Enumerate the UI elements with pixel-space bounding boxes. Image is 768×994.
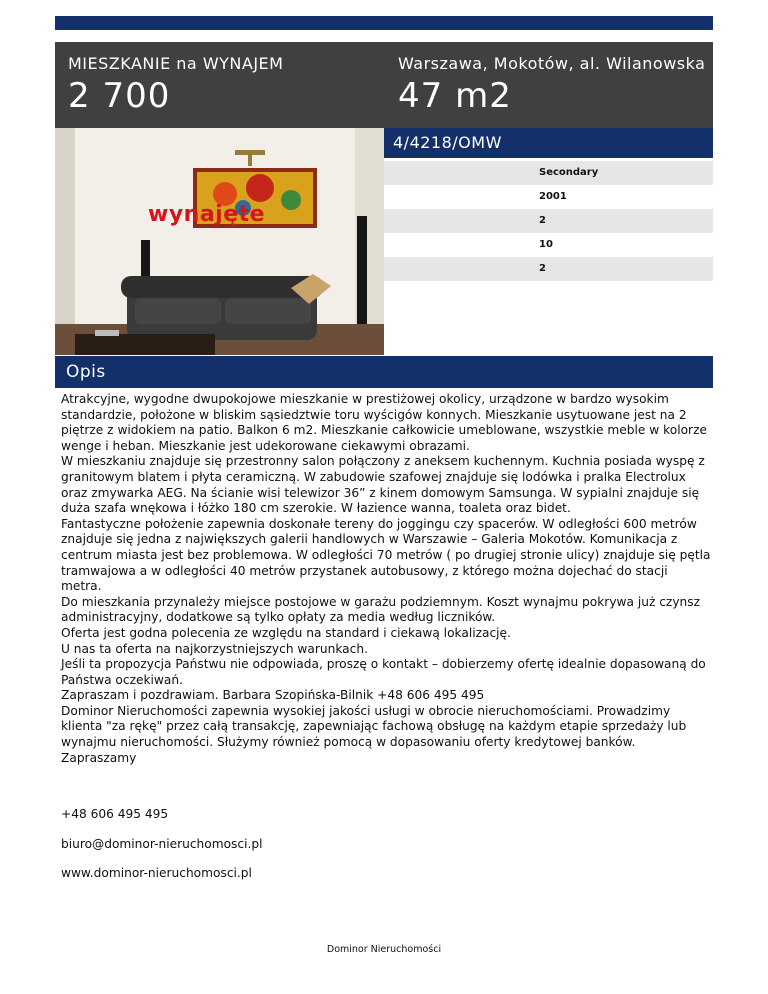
spec-row-floors-total: 10 (539, 239, 553, 250)
description-body (61, 392, 711, 766)
living-room-illustration (55, 128, 384, 355)
listing-type: MIESZKANIE na WYNAJEM (68, 54, 284, 73)
contact-phone[interactable]: +48 606 495 495 (61, 807, 169, 821)
description-paragraph: Zapraszam i pozdrawiam. Barbara Szopińska-Bilnik +48 606 495 495 (61, 688, 485, 703)
listing-photo (55, 128, 384, 355)
listing-price: 2 700 (68, 76, 171, 116)
contact-website[interactable]: www.dominor-nieruchomosci.pl (61, 866, 252, 880)
description-paragraph: W mieszkaniu znajduje się przestronny salon połączony z aneksem kuchennym. Kuchnia posiada wyspę z granitowym blatem i płyta ceramiczną. W zabudowie szafowej znajduje się lodówka i pralka Electrolux oraz zmywarka AEG. Na ścianie wisi telewizor 36” z kinem domowym Samsunga. W sypialni znajduje się duża szafa wnękowa i łóżko 180 cm szerokie. W łazience wanna, toaleta oraz bidet. (61, 454, 705, 516)
spec-row-market: Secondary (384, 161, 713, 185)
specs-table (384, 161, 713, 281)
footer-company: Dominor Nieruchomości (326, 944, 442, 955)
description-paragraph: U nas ta oferta na najkorzystniejszych warunkach. (61, 641, 368, 656)
listing-location: Warszawa, Mokotów, al. Wilanowska (398, 54, 706, 73)
header-left (68, 54, 283, 116)
description-paragraph: Fantastyczne położenie zapewnia doskonałe tereny do joggingu czy spacerów. W odległości 600 metrów znajduje się jedna z największych galerii handlowych w Warszawie – Galeria Mokotów. Komunikacja z centrum miasta jest bez problemowa. W odległości 70 metrów ( po drugiej stronie ulicy) znajduje się pętla tramwajowa a w odległości 40 metrów przystanek autobusowy, z którego można dojechać do stacji metra. (61, 516, 711, 594)
description-paragraph: Dominor Nieruchomości zapewnia wysokiej jakości usługi w obrocie nieruchomościami. Prowadzimy klienta "za rękę" przez całą transakcję, zapewniając fachową obsługę na każdym etapie sprzedaży lub wynajmu nieruchomości. Służymy również pomocą w dopasowaniu oferty kredytowej banków. (61, 703, 687, 750)
contact-email[interactable]: biuro@dominor-nieruchomosci.pl (61, 837, 263, 851)
rented-stamp: wynajęte (148, 202, 266, 227)
description-heading: Opis (55, 356, 713, 388)
header-right (398, 54, 705, 116)
description-paragraph: Zapraszamy (61, 750, 137, 765)
listing-area: 47 m2 (398, 76, 512, 116)
description-paragraph: Oferta jest godna polecenia ze względu na standard i ciekawą lokalizację. (61, 625, 511, 640)
description-paragraph: Jeśli ta propozycja Państwu nie odpowiada, proszę o kontakt – dobierzemy ofertę idealnie dopasowaną do Państwa oczekiwań. (61, 657, 706, 687)
spec-row-year: 2001 (539, 191, 567, 202)
spec-row-rooms: 2 (384, 257, 713, 281)
description-paragraph: Atrakcyjne, wygodne dwupokojowe mieszkanie w prestiżowej okolicy, urządzone w bardzo wysokim standardzie, położone w bliskim sąsiedztwie toru wyścigów konnych. Mieszkanie usytuowane jest na 2 piętrze z widokiem na patio. Balkon 6 m2. Mieszkanie całkowicie umeblowane, wszystkie meble w kolorze wenge i heban. Mieszkanie jest udekorowane ciekawymi obrazami. (61, 392, 707, 453)
description-paragraph: Do mieszkania przynależy miejsce postojowe w garażu podziemnym. Koszt wynajmu pokrywa już czynsz administracyjny, dodatkowe są tylko opłaty za media według liczników. (61, 594, 701, 625)
spec-row-floor: 2 (384, 209, 713, 233)
listing-header (55, 42, 713, 128)
reference-number: 4/4218/OMW (384, 128, 713, 158)
top-accent-bar (55, 16, 713, 30)
